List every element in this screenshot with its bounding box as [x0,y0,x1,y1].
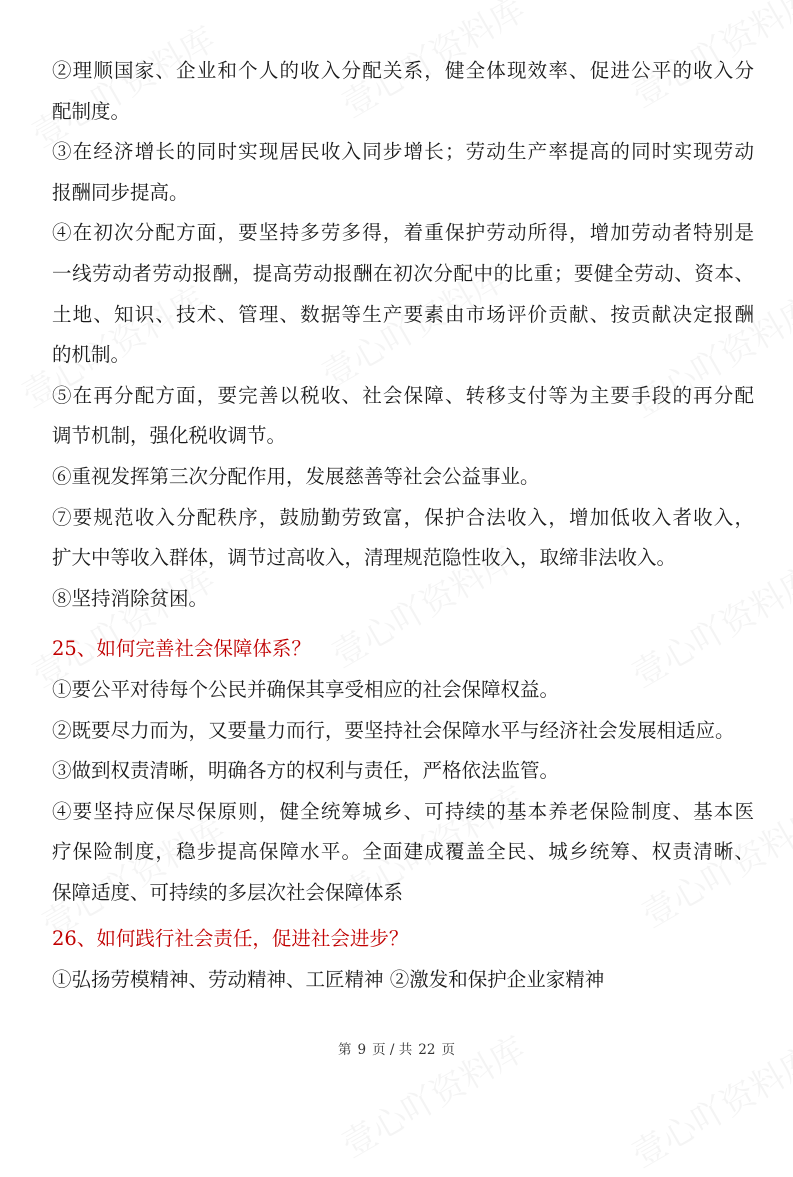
paragraph [52,463,754,504]
paragraph-line: ④在初次分配方面，要坚持多劳多得，着重保护劳动所得，增加劳动者特别是 [52,221,754,245]
paragraph-line: 调节机制，强化税收调节。 [52,424,287,448]
paragraph-line: ⑧坚持消除贫困。 [52,586,209,610]
paragraph-line: 的机制。 [52,343,131,367]
current-page: 9 [357,1042,367,1058]
paragraph [52,676,754,717]
footer-prefix: 第 [338,1042,352,1058]
paragraph [52,757,754,798]
paragraph-line: ⑤在再分配方面，要完善以税收、社会保障、转移支付等为主要手段的再分配 [52,383,754,407]
paragraph-line: ③做到权责清晰，明确各方的权利与责任，严格依法监管。 [52,759,560,783]
paragraph-line: ②既要尽力而为，又要量力而行，要坚持社会保障水平与经济社会发展相适应。 [52,718,735,742]
paragraph [52,138,754,219]
paragraph-line: 保障适度、可持续的多层次社会保障体系 [52,880,404,904]
section-heading [52,635,754,676]
section-heading [52,925,754,966]
paragraph [52,798,754,920]
paragraph-line: ③在经济增长的同时实现居民收入同步增长；劳动生产率提高的同时实现劳动 [52,140,754,164]
paragraph [52,585,754,626]
paragraph-line: 报酬同步提高。 [52,180,189,204]
paragraph-line: 配制度。 [52,99,131,123]
paragraph [52,219,754,381]
paragraph-line: 一线劳动者劳动报酬，提高劳动报酬在初次分配中的比重；要健全劳动、资本、 [52,261,754,285]
paragraph-line: ⑦要规范收入分配秩序，鼓励勤劳致富，保护合法收入，增加低收入者收入， [52,505,754,529]
paragraph-line: 土地、知识、技术、管理、数据等生产要素由市场评价贡献、按贡献决定报酬 [52,302,754,326]
paragraph [52,57,754,138]
paragraph-line: ①弘扬劳模精神、劳动精神、工匠精神 ②激发和保护企业家精神 [52,968,605,992]
paragraph-line: 疗保险制度，稳步提高保障水平。全面建成覆盖全民、城乡统筹、权责清晰、 [52,840,754,864]
paragraph-line: ⑥重视发挥第三次分配作用，发展慈善等社会公益事业。 [52,464,540,488]
paragraph [52,717,754,758]
paragraph-line: 扩大中等收入群体，调节过高收入，清理规范隐性收入，取缔非法收入。 [52,546,677,570]
footer-suffix: 页 [441,1042,455,1058]
heading-text: 26、如何践行社会责任，促进社会进步？ [52,927,409,951]
paragraph [52,382,754,463]
document-body [52,57,754,1007]
page-footer [0,1038,793,1058]
paragraph-line: ①要公平对待每个公民并确保其享受相应的社会保障权益。 [52,677,560,701]
paragraph-line: ④要坚持应保尽保原则，健全统筹城乡、可持续的基本养老保险制度、基本医 [52,799,754,823]
footer-mid: 页 / 共 [372,1042,413,1058]
paragraph [52,966,754,1007]
total-pages: 22 [418,1042,436,1058]
paragraph [52,504,754,585]
paragraph-line: ②理顺国家、企业和个人的收入分配关系，健全体现效率、促进公平的收入分 [52,59,754,82]
heading-text: 25、如何完善社会保障体系？ [52,637,311,661]
